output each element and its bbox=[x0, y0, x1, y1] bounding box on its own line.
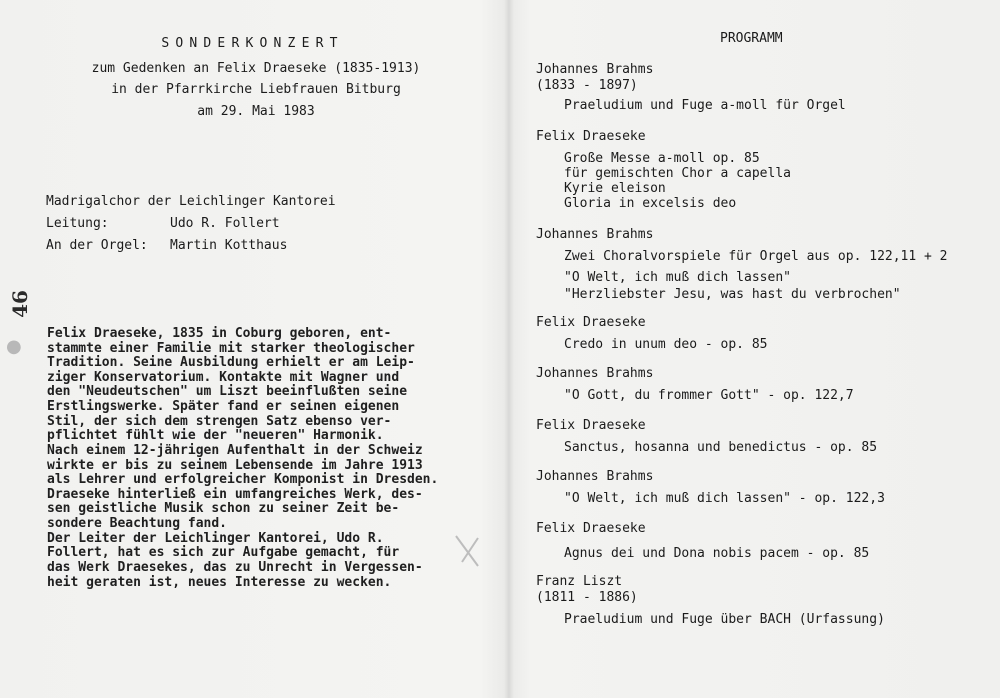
biography-line: Tradition. Seine Ausbildung erhielt er am Leip- bbox=[47, 355, 415, 371]
composer-name: Johannes Brahms bbox=[536, 469, 654, 484]
biography-line: Nach einem 12-jährigen Aufenthalt in der Schweiz bbox=[47, 442, 423, 458]
work-title: Gloria in excelsis deo bbox=[564, 196, 737, 211]
biography-line: Stil, der sich dem strengen Satz ebenso ver- bbox=[47, 413, 392, 429]
header-line-3: am 29. Mai 1983 bbox=[197, 104, 315, 119]
program-heading: PROGRAMM bbox=[720, 31, 783, 46]
work-title: Sanctus, hosanna und benedictus - op. 85 bbox=[564, 440, 878, 455]
biography-line: pflichtet fühlt wie der "neueren" Harmonik. bbox=[47, 428, 384, 444]
biography-line: Erstlingswerke. Später fand er seinen eigenen bbox=[47, 399, 400, 415]
work-title: Agnus dei und Dona nobis pacem - op. 85 bbox=[564, 546, 870, 561]
biography-line: ziger Konservatorium. Kontakte mit Wagner und bbox=[47, 369, 400, 385]
work-title: Praeludium und Fuge über BACH (Urfassung) bbox=[564, 612, 885, 627]
biography-line: das Werk Draesekes, das zu Unrecht in Vergessen- bbox=[47, 559, 423, 575]
leitung-label: Leitung: bbox=[46, 216, 109, 231]
orgel-label: An der Orgel: bbox=[46, 238, 148, 253]
work-title: Kyrie eleison bbox=[564, 181, 666, 196]
composer-name: Felix Draeseke bbox=[536, 315, 646, 330]
biography-line: Der Leiter der Leichlinger Kantorei, Udo R. bbox=[47, 530, 384, 546]
header-line-2: in der Pfarrkirche Liebfrauen Bitburg bbox=[111, 82, 401, 97]
right-page bbox=[513, 0, 1000, 698]
work-title: Credo in unum deo - op. 85 bbox=[564, 337, 768, 352]
composer-name: Felix Draeseke bbox=[536, 521, 646, 536]
composer-name: Johannes Brahms bbox=[536, 227, 654, 242]
composer-name: Johannes Brahms bbox=[536, 366, 654, 381]
choir-name: Madrigalchor der Leichlinger Kantorei bbox=[46, 194, 336, 209]
faint-margin-mark: ● bbox=[6, 336, 22, 357]
biography-line: sondere Beachtung fand. bbox=[47, 516, 228, 532]
work-title: "O Welt, ich muß dich lassen" bbox=[564, 270, 791, 285]
work-title: "Herzliebster Jesu, was hast du verbrochen" bbox=[564, 287, 901, 302]
composer-name: Felix Draeseke bbox=[536, 129, 646, 144]
biography-line: sen geistliche Musik schon zu seiner Zeit be- bbox=[47, 501, 400, 517]
composer-name: Johannes Brahms bbox=[536, 62, 654, 77]
biography-line: heit geraten ist, neues Interesse zu wecken. bbox=[47, 574, 392, 590]
composer-dates: (1833 - 1897) bbox=[536, 78, 638, 93]
leitung-name: Udo R. Follert bbox=[170, 216, 280, 231]
composer-name: Franz Liszt bbox=[536, 574, 623, 589]
biography-line: stammte einer Familie mit starker theologischer bbox=[47, 340, 415, 356]
header-line-1: zum Gedenken an Felix Draeseke (1835-1913) bbox=[91, 61, 421, 76]
work-title: Große Messe a-moll op. 85 bbox=[564, 151, 760, 166]
margin-number: 46 bbox=[7, 290, 32, 318]
pencil-cross-mark bbox=[448, 532, 488, 572]
orgel-name: Martin Kotthaus bbox=[170, 238, 288, 253]
concert-title: SONDERKONZERT bbox=[161, 36, 344, 51]
biography-line: als Lehrer und erfolgreicher Komponist in Dresden. bbox=[47, 472, 439, 488]
composer-dates: (1811 - 1886) bbox=[536, 590, 638, 605]
work-title: "O Welt, ich muß dich lassen" - op. 122,3 bbox=[564, 491, 885, 506]
biography-line: Follert, hat es sich zur Aufgabe gemacht, für bbox=[47, 545, 400, 561]
biography-line: Draeseke hinterließ ein umfangreiches Werk, des- bbox=[47, 486, 423, 502]
work-title: für gemischten Chor a capella bbox=[564, 166, 791, 181]
work-title: "O Gott, du frommer Gott" - op. 122,7 bbox=[564, 388, 854, 403]
biography-line: Felix Draeseke, 1835 in Coburg geboren, ent- bbox=[47, 326, 392, 341]
composer-name: Felix Draeseke bbox=[536, 418, 646, 433]
work-title: Praeludium und Fuge a-moll für Orgel bbox=[564, 98, 846, 113]
biography-line: wirkte er bis zu seinem Lebensende im Jahre 1913 bbox=[47, 457, 423, 473]
work-title: Zwei Choralvorspiele für Orgel aus op. 122,11 + 2 bbox=[564, 249, 948, 264]
biography-line: den "Neudeutschen" um Liszt beeinflußten seine bbox=[47, 384, 408, 400]
